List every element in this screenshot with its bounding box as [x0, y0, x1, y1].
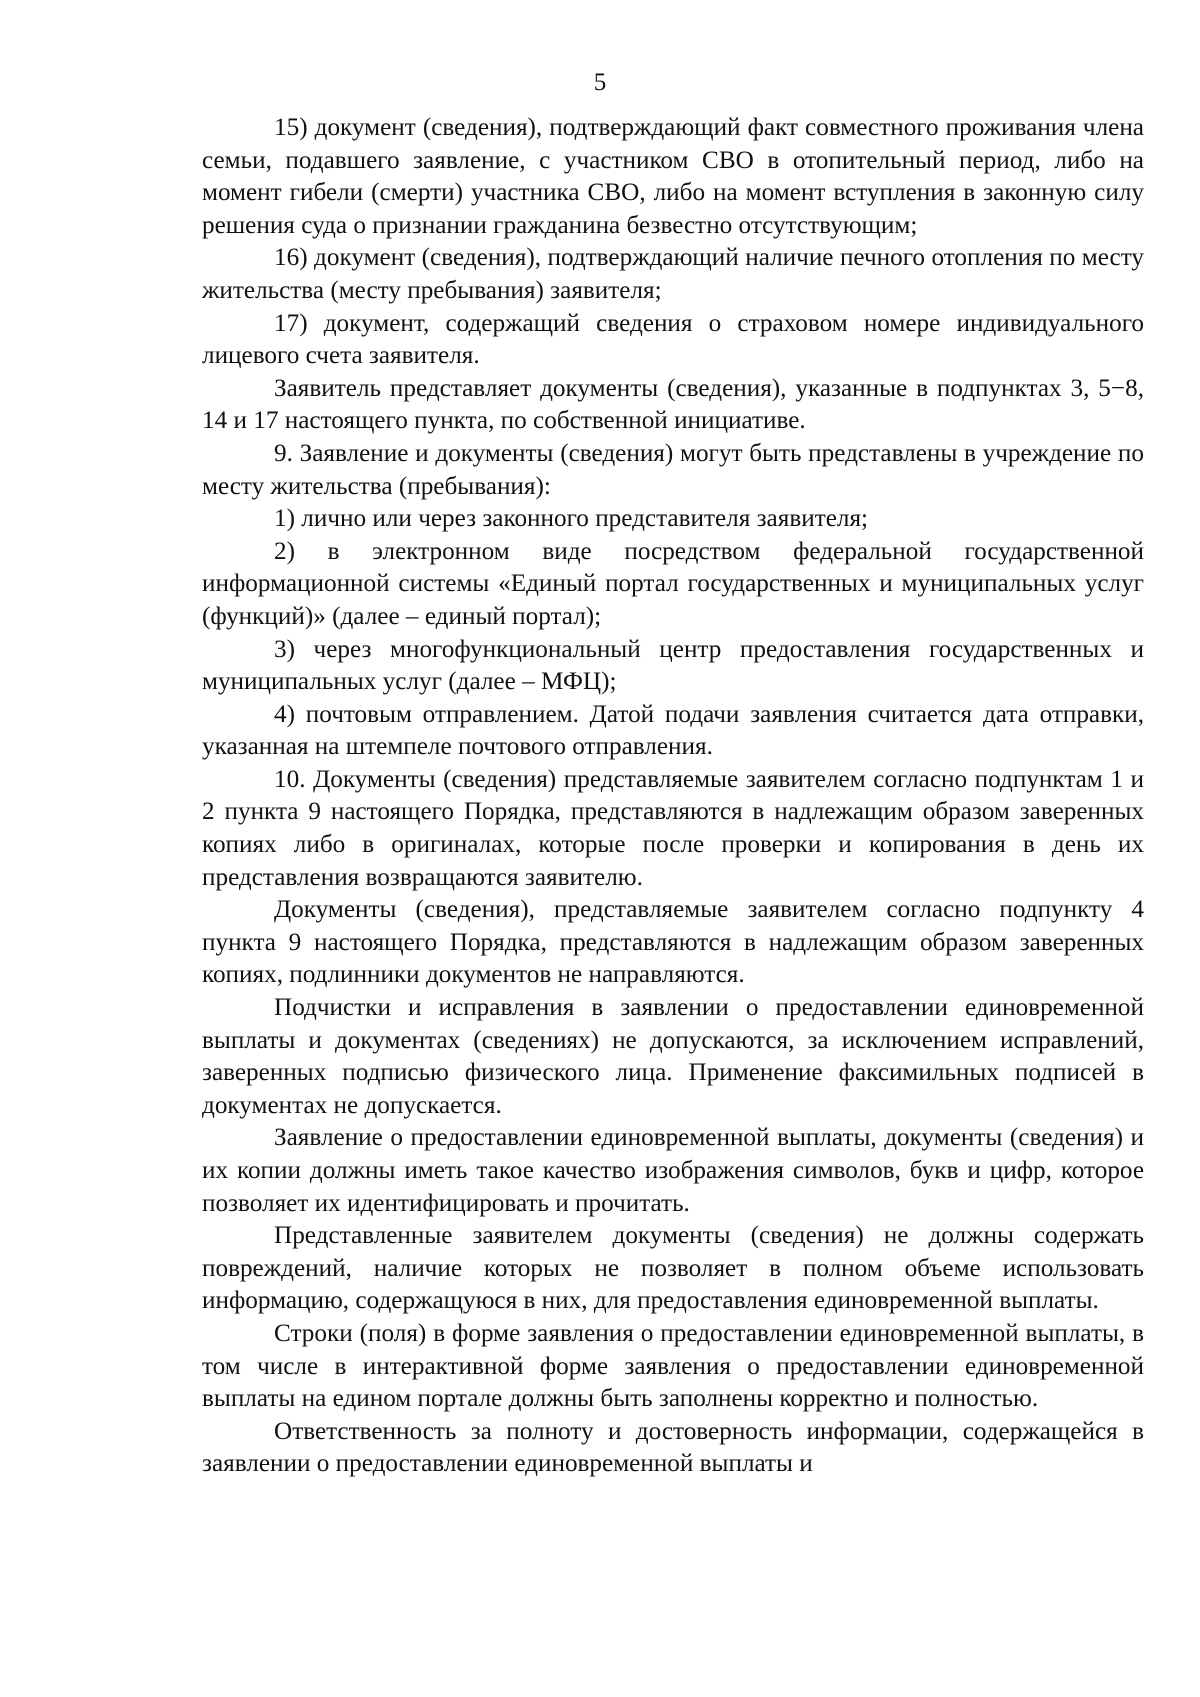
paragraph-own-initiative: Заявитель представляет документы (сведения), указанные в подпунктах 3, 5−8, 14 и 17 настоящего пункта, по собственной инициативе.	[202, 374, 1144, 435]
paragraph-responsibility: Ответственность за полноту и достоверность информации, содержащейся в заявлении о предоставлении единовременной выплаты и	[202, 1417, 1144, 1478]
paragraph-damage: Представленные заявителем документы (сведения) не должны содержать повреждений, наличие которых не позволяет в полном объеме использовать информацию, содержащуюся в них, для предоставления единовременной выплаты.	[202, 1222, 1144, 1315]
paragraph-clause-9-item-3: 3) через многофункциональный центр предоставления государственных и муниципальных услуг (далее – МФЦ);	[202, 635, 1144, 696]
paragraph-clause-9-item-2: 2) в электронном виде посредством федеральной государственной информационной системы «Единый портал государственных и муниципальных услуг (функций)» (далее – единый портал);	[202, 537, 1144, 630]
page-number: 5	[593, 69, 607, 96]
paragraph-item-17: 17) документ, содержащий сведения о страховом номере индивидуального лицевого счета заявителя.	[202, 309, 1144, 370]
paragraph-form-fields: Строки (поля) в форме заявления о предоставлении единовременной выплаты, в том числе в интерактивной форме заявления о предоставлении единовременной выплаты на едином портале должны быть заполнены корректно и полностью.	[202, 1319, 1144, 1413]
paragraph-item-15: 15) документ (сведения), подтверждающий факт совместного проживания члена семьи, подавшего заявление, с участником СВО в отопительный период, либо на момент гибели (смерти) участника СВО, либо на момент вступления в законную силу решения суда о признании гражданина безвестно отсутствующим;	[202, 114, 1144, 239]
paragraph-postal-documents: Документы (сведения), представляемые заявителем согласно подпункту 4 пункта 9 настоящего Порядка, представляются в надлежащим образом заверенных копиях, подлинники документов не направляются.	[202, 896, 1144, 989]
paragraph-clause-9-item-1: 1) лично или через законного представителя заявителя;	[274, 505, 869, 533]
paragraph-corrections: Подчистки и исправления в заявлении о предоставлении единовременной выплаты и документах (сведениях) не допускаются, за исключением исправлений, заверенных подписью физического лица. Применение факсимильных подписей в документах не допускается.	[202, 994, 1144, 1119]
paragraph-image-quality: Заявление о предоставлении единовременной выплаты, документы (сведения) и их копии должны иметь такое качество изображения символов, букв и цифр, которое позволяет их идентифицировать и прочитать.	[202, 1124, 1144, 1217]
paragraph-clause-9-item-4: 4) почтовым отправлением. Датой подачи заявления считается дата отправки, указанная на штемпеле почтового отправления.	[202, 700, 1144, 761]
document-body	[202, 112, 1144, 1481]
paragraph-item-16: 16) документ (сведения), подтверждающий наличие печного отопления по месту жительства (месту пребывания) заявителя;	[202, 244, 1144, 304]
paragraph-clause-9: 9. Заявление и документы (сведения) могут быть представлены в учреждение по месту жительства (пребывания):	[202, 439, 1144, 500]
paragraph-clause-10: 10. Документы (сведения) представляемые заявителем согласно подпунктам 1 и 2 пункта 9 настоящего Порядка, представляются в надлежащим образом заверенных копиях либо в оригиналах, которые после проверки и копирования в день их представления возвращаются заявителю.	[202, 765, 1144, 891]
